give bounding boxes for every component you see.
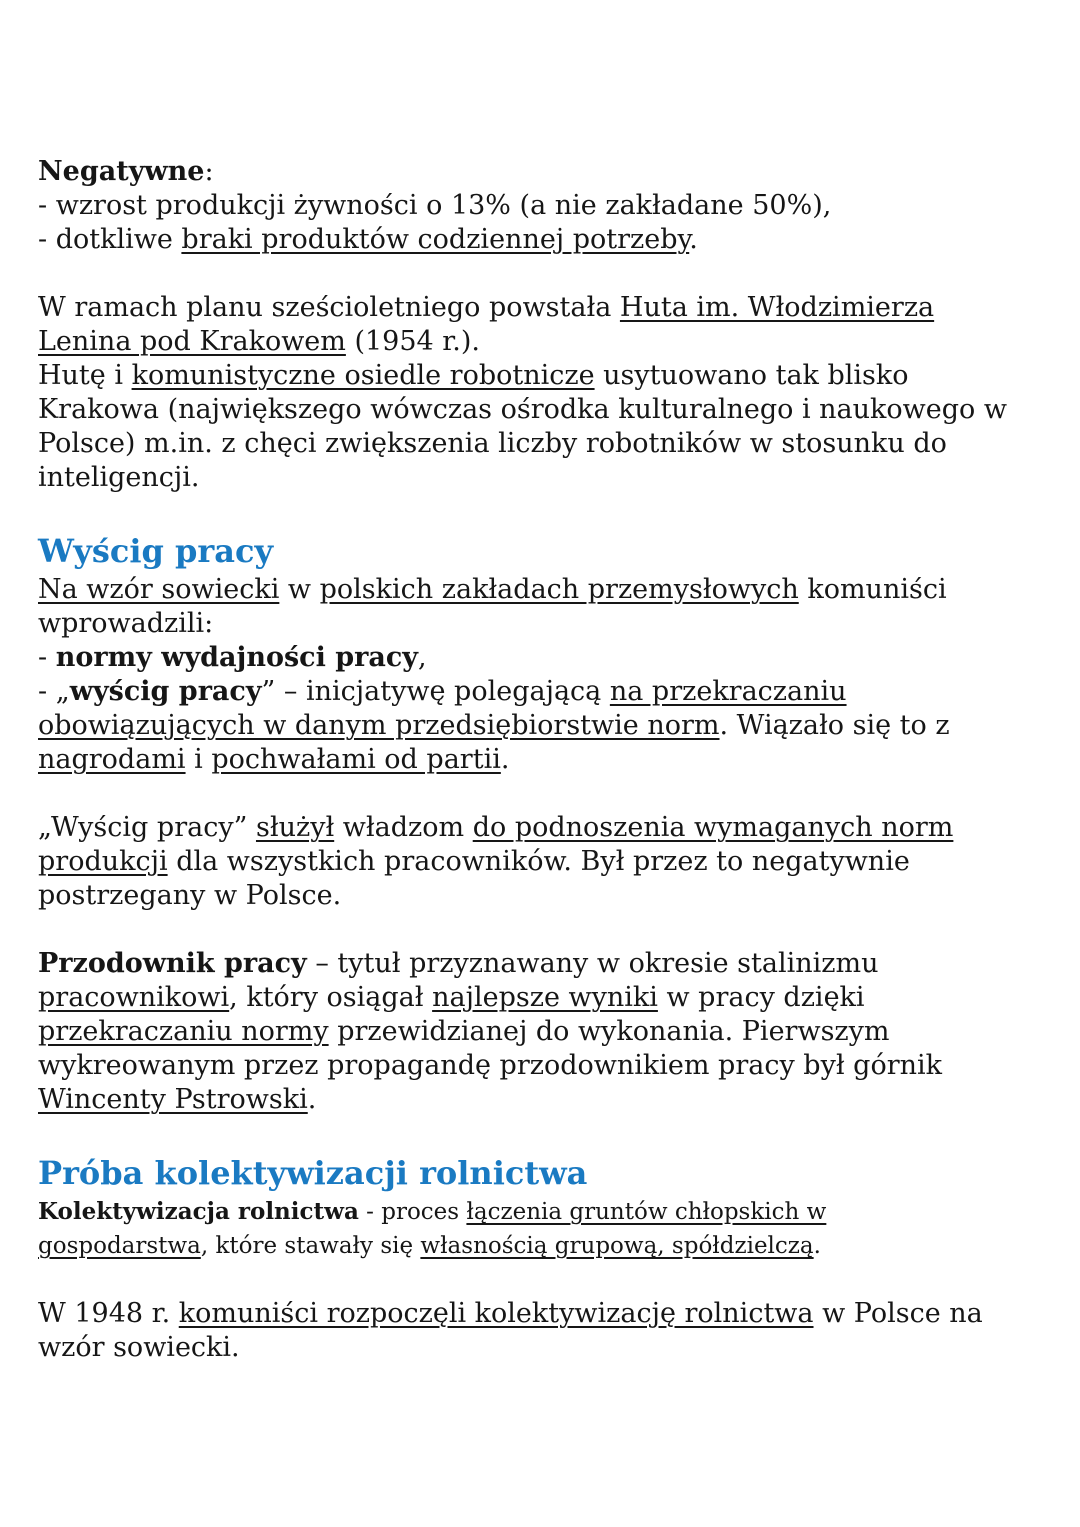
- text-segment: na przekraczaniu: [609, 676, 847, 707]
- text-line: [38, 1049, 1050, 1083]
- text-segment: produkcji: [38, 846, 168, 877]
- text-segment: Huta im. Włodzimierza: [619, 292, 935, 323]
- text-line: [38, 359, 1050, 393]
- text-segment: do podnoszenia wymaganych norm: [472, 812, 954, 843]
- text-segment: obowiązujących w danym przedsiębiorstwie norm: [38, 710, 720, 741]
- text-line: [38, 981, 1050, 1015]
- paragraph-gap: [38, 777, 1050, 811]
- text-segment: Wincenty Pstrowski: [38, 1084, 308, 1115]
- section-kolektywizacja-1948: [38, 1297, 1050, 1365]
- text-line: [38, 1195, 1050, 1229]
- text-segment: usytuowano tak blisko: [594, 360, 909, 391]
- text-segment: w Polsce na: [813, 1298, 983, 1329]
- text-line: [38, 1015, 1050, 1049]
- text-segment: inteligencji.: [38, 462, 200, 493]
- text-line: [38, 189, 1050, 223]
- paragraph-gap: [38, 913, 1050, 947]
- text-segment: postrzegany w Polsce.: [38, 880, 342, 911]
- text-line: [38, 325, 1050, 359]
- text-segment: komunistyczne osiedle robotnicze: [131, 360, 595, 391]
- text-segment: władzom: [334, 812, 473, 843]
- text-line: [38, 573, 1050, 607]
- text-segment: w pracy dzięki: [657, 982, 865, 1013]
- text-segment: łączenia gruntów chłopskich w: [466, 1199, 827, 1225]
- text-segment: Krakowa (największego wówczas ośrodka kulturalnego i naukowego w: [38, 394, 1007, 425]
- text-segment: nagrodami: [38, 744, 186, 775]
- text-segment: - „: [38, 676, 70, 707]
- text-line: [38, 709, 1050, 743]
- text-segment: polskich zakładach przemysłowych: [319, 574, 799, 605]
- text-line: [38, 291, 1050, 325]
- text-segment: ,: [417, 642, 427, 673]
- text-line: [38, 223, 1050, 257]
- text-line: [38, 1331, 1050, 1365]
- text-segment: Na wzór sowiecki: [38, 574, 280, 605]
- text-segment: ” – inicjatywę polegającą: [261, 676, 610, 707]
- paragraph-gap: [38, 257, 1050, 291]
- text-segment: wprowadzili:: [38, 608, 214, 639]
- text-segment: Hutę i: [38, 360, 132, 391]
- text-line: [38, 947, 1050, 981]
- text-segment: służył: [255, 812, 335, 843]
- text-segment: - proces: [358, 1199, 467, 1225]
- text-segment: :: [204, 156, 214, 187]
- section-negatywne: [38, 155, 1050, 257]
- text-segment: przekraczaniu normy: [38, 1016, 329, 1047]
- text-segment: „Wyścig pracy”: [38, 812, 256, 843]
- section-wyscig-pracy-ocena: [38, 811, 1050, 913]
- text-segment: -: [38, 642, 56, 673]
- text-line: [38, 743, 1050, 777]
- text-line: [38, 1229, 1050, 1263]
- text-segment: (1954 r.).: [345, 326, 480, 357]
- paragraph-gap: [38, 495, 1050, 529]
- text-segment: najlepsze wyniki: [432, 982, 658, 1013]
- text-segment: dla wszystkich pracowników. Był przez to negatywnie: [167, 846, 910, 877]
- text-line: [38, 879, 1050, 913]
- text-line: [38, 1297, 1050, 1331]
- text-segment: i: [185, 744, 212, 775]
- text-line: [38, 427, 1050, 461]
- text-line: [38, 155, 1050, 189]
- paragraph-gap: [38, 1117, 1050, 1151]
- section-plan-szescioletni: [38, 291, 1050, 495]
- text-segment: Przodownik pracy: [38, 948, 307, 979]
- text-segment: gospodarstwa: [38, 1233, 201, 1259]
- text-segment: W ramach planu sześcioletniego powstała: [38, 292, 620, 323]
- text-segment: . Wiązało się to z: [719, 710, 950, 741]
- paragraph-gap: [38, 1263, 1050, 1297]
- text-segment: – tytuł przyznawany w okresie stalinizmu: [306, 948, 879, 979]
- text-segment: Polsce) m.in. z chęci zwiększenia liczby robotników w stosunku do: [38, 428, 947, 459]
- text-segment: Negatywne: [38, 156, 205, 187]
- section-proba-kolektywizacji: [38, 1151, 1050, 1263]
- text-segment: .: [689, 224, 698, 255]
- text-line: [38, 641, 1050, 675]
- text-segment: , który osiągał: [229, 982, 433, 1013]
- text-line: [38, 845, 1050, 879]
- section-przodownik-pracy: [38, 947, 1050, 1117]
- text-segment: .: [813, 1233, 821, 1259]
- text-line: [38, 607, 1050, 641]
- text-segment: W 1948 r.: [38, 1298, 179, 1329]
- text-line: [38, 393, 1050, 427]
- text-line: [38, 1083, 1050, 1117]
- text-segment: - wzrost produkcji żywności o 13% (a nie zakładane 50%),: [38, 190, 832, 221]
- text-line: [38, 461, 1050, 495]
- text-segment: .: [500, 744, 510, 775]
- heading-wyscig-pracy: Wyścig pracy: [38, 532, 274, 570]
- text-segment: wyścig pracy: [69, 676, 262, 707]
- text-segment: .: [307, 1084, 317, 1115]
- text-segment: braki produktów codziennej potrzeby: [181, 224, 690, 255]
- heading-proba-kolektywizacji: Próba kolektywizacji rolnictwa: [38, 1154, 588, 1192]
- text-segment: przewidzianej do wykonania. Pierwszym: [328, 1016, 890, 1047]
- text-segment: normy wydajności pracy: [55, 642, 418, 673]
- text-segment: pochwałami od partii: [211, 744, 501, 775]
- text-segment: - dotkliwe: [38, 224, 182, 255]
- text-segment: komuniści rozpoczęli kolektywizację rolnictwa: [178, 1298, 814, 1329]
- text-segment: Lenina pod Krakowem: [38, 326, 346, 357]
- text-line: [38, 811, 1050, 845]
- text-segment: własnością grupową, spółdzielczą: [420, 1233, 814, 1259]
- text-segment: wzór sowiecki.: [38, 1332, 240, 1363]
- text-line: [38, 675, 1050, 709]
- text-segment: Kolektywizacja rolnictwa: [38, 1198, 359, 1225]
- text-segment: pracownikowi: [38, 982, 230, 1013]
- text-segment: , które stawały się: [200, 1233, 421, 1259]
- section-wyscig-pracy: [38, 529, 1050, 777]
- text-segment: komuniści: [798, 574, 947, 605]
- text-segment: w: [279, 574, 320, 605]
- text-segment: wykreowanym przez propagandę przodownikiem pracy był górnik: [38, 1050, 942, 1081]
